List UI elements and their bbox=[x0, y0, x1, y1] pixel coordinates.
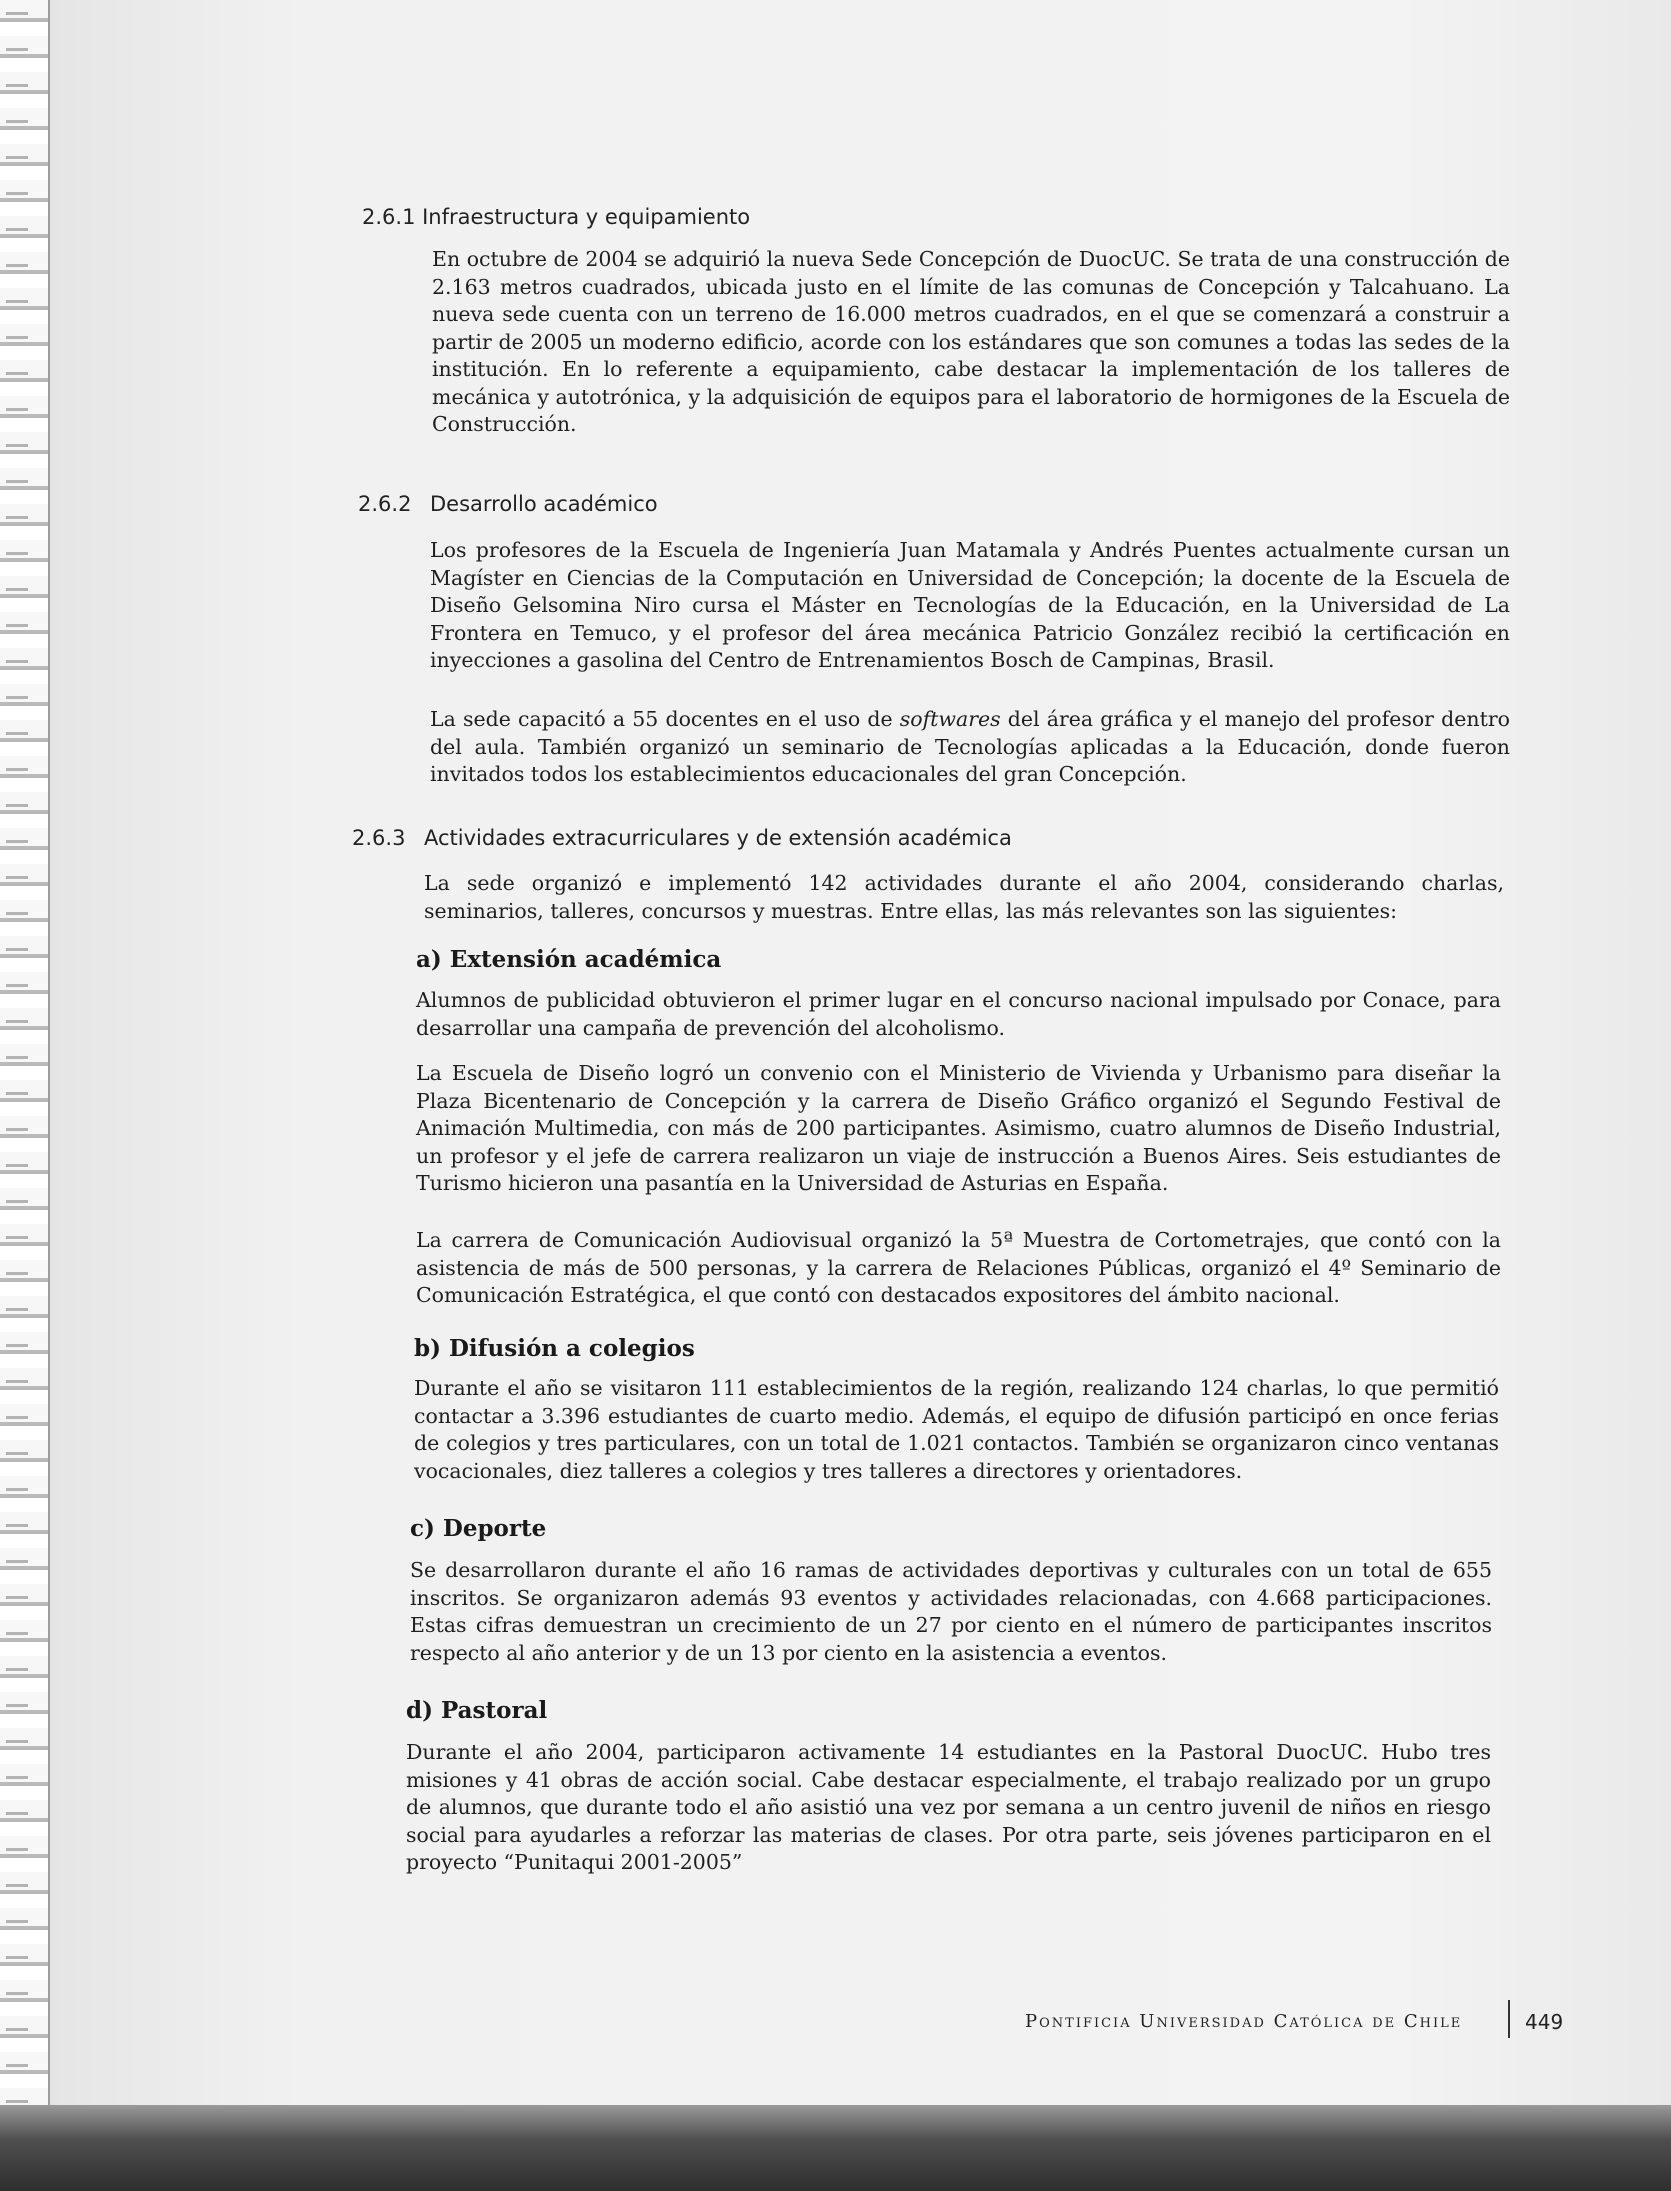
section-heading-2-6-1: 2.6.1 Infraestructura y equipamiento bbox=[362, 205, 751, 229]
emphasis-softwares: softwares bbox=[899, 707, 1001, 731]
footer-divider bbox=[1508, 2000, 1510, 2038]
paragraph-desarrollo-2 bbox=[430, 706, 1510, 789]
section-number-2-6-2: 2.6.2 bbox=[358, 492, 412, 516]
subheading-deporte: c) Deporte bbox=[410, 1515, 547, 1542]
paragraph-desarrollo-1: Los profesores de la Escuela de Ingeniería Juan Matamala y Andrés Puentes actualmente cursan un Magíster en Ciencias de la Computación en Universidad de Concepción; la docente de la Escuela de Diseño Gelsomina Niro cursa el Máster en Tecnologías de la Educación, en la Universidad de La Frontera en Temuco, y el profesor del área mecánica Patricio González recibió la certificación en inyecciones a gasolina del Centro de Entrenamientos Bosch de Campinas, Brasil. bbox=[430, 538, 1510, 672]
section-heading-2-6-2: Desarrollo académico bbox=[430, 492, 658, 516]
paragraph-extension-2: La Escuela de Diseño logró un convenio con el Ministerio de Vivienda y Urbanismo para diseñar la Plaza Bicentenario de Concepción y la carrera de Diseño Gráfico organizó el Segundo Festival de Animación Multimedia, con más de 200 participantes. Asimismo, cuatro alumnos de Diseño Industrial, un profesor y el jefe de carrera realizaron un viaje de instrucción a Buenos Aires. Seis estudiantes de Turismo hicieron una pasantía en la Universidad de Asturias en España. bbox=[416, 1061, 1501, 1195]
paragraph-deporte: Se desarrollaron durante el año 16 ramas de actividades deportivas y culturales con un total de 655 inscritos. Se organizaron además 93 eventos y actividades relacionadas, con 4.668 participaciones. Estas cifras demuestran un crecimiento de un 27 por ciento en el número de participantes inscritos respecto al año anterior y de un 13 por ciento en la asistencia a eventos. bbox=[410, 1558, 1492, 1665]
subheading-difusion-colegios: b) Difusión a colegios bbox=[414, 1335, 695, 1362]
spiral-binding bbox=[0, 0, 50, 2191]
paragraph-extension-1: Alumnos de publicidad obtuvieron el primer lugar en el concurso nacional impulsado por Conace, para desarrollar una campaña de prevención del alcoholismo. bbox=[416, 988, 1501, 1040]
section-heading-2-6-3: Actividades extracurriculares y de extensión académica bbox=[424, 826, 1012, 850]
paragraph-desarrollo-2-text-a: La sede capacitó a 55 docentes en el uso de bbox=[430, 707, 900, 731]
subheading-extension-academica: a) Extensión académica bbox=[416, 946, 722, 973]
paragraph-desarrollo-2-text-b: del área gráfica y el manejo del profesor dentro del aula. También organizó un seminario de Tecnologías aplicadas a la Educación, donde fueron invitados todos los establecimientos educacionales del gran Concepción. bbox=[430, 707, 1510, 786]
paragraph-difusion: Durante el año se visitaron 111 establecimientos de la región, realizando 124 charlas, lo que permitió contactar a 3.396 estudiantes de cuarto medio. Además, el equipo de difusión participó en once ferias de colegios y tres particulares, con un total de 1.021 contactos. También se organizaron cinco ventanas vocacionales, diez talleres a colegios y tres talleres a directores y orientadores. bbox=[414, 1376, 1499, 1483]
paragraph-infraestructura: En octubre de 2004 se adquirió la nueva Sede Concepción de DuocUC. Se trata de una construcción de 2.163 metros cuadrados, ubicada justo en el límite de las comunas de Concepción y Talcahuano. La nueva sede cuenta con un terreno de 16.000 metros cuadrados, en el que se comenzará a construir a partir de 2005 un moderno edificio, acorde con los estándares que son comunes a todas las sedes de la institución. En lo referente a equipamiento, cabe destacar la implementación de los talleres de mecánica y autotrónica, y la adquisición de equipos para el laboratorio de hormigones de la Escuela de Construcción. bbox=[432, 247, 1510, 436]
footer-university: Pontificia Universidad Católica de Chile bbox=[1025, 2011, 1463, 2032]
paragraph-actividades-intro: La sede organizó e implementó 142 actividades durante el año 2004, considerando charlas, seminarios, talleres, concursos y muestras. Entre ellas, las más relevantes son las siguientes: bbox=[424, 871, 1504, 923]
section-number-2-6-3: 2.6.3 bbox=[352, 826, 406, 850]
scan-bottom-shadow bbox=[0, 2105, 1671, 2191]
page-number: 449 bbox=[1525, 2010, 1564, 2034]
paragraph-pastoral: Durante el año 2004, participaron activamente 14 estudiantes en la Pastoral DuocUC. Hubo tres misiones y 41 obras de acción social. Cabe destacar especialmente, el trabajo realizado por un grupo de alumnos, que durante todo el año asistió una vez por semana a un centro juvenil de niños en riesgo social para ayudarles a reforzar las materias de clases. Por otra parte, seis jóvenes participaron en el proyecto “Punitaqui 2001-2005” bbox=[406, 1740, 1491, 1874]
paragraph-extension-3: La carrera de Comunicación Audiovisual organizó la 5ª Muestra de Cortometrajes, que contó con la asistencia de más de 500 personas, y la carrera de Relaciones Públicas, organizó el 4º Seminario de Comunicación Estratégica, el que contó con destacados expositores del ámbito nacional. bbox=[416, 1228, 1501, 1307]
subheading-pastoral: d) Pastoral bbox=[406, 1697, 548, 1724]
